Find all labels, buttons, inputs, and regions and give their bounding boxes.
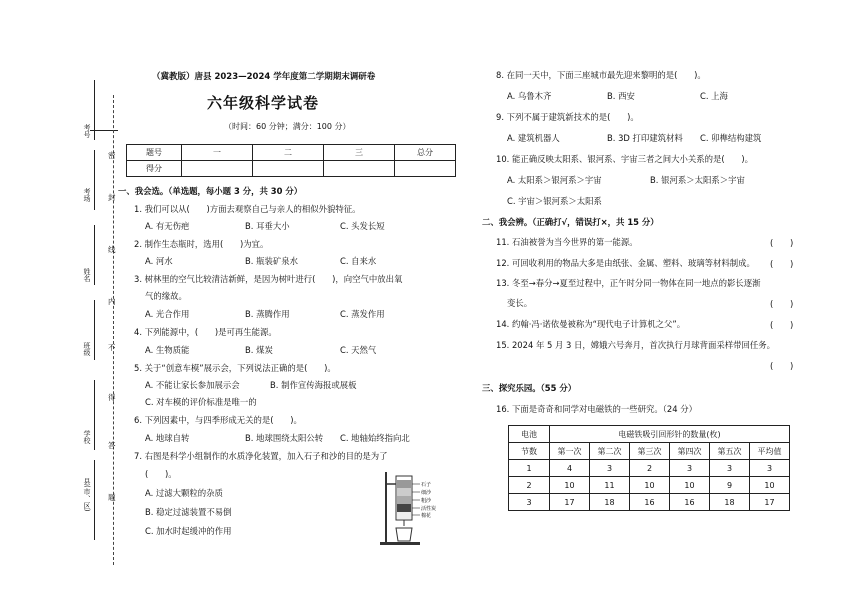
table-cell: 3 [509,494,550,511]
seal-char-bu: 不 [108,343,116,352]
score-cell[interactable] [324,161,395,177]
table-header-cell: 第五次 [710,443,750,460]
q4-option-c: C. 天然气 [340,345,377,355]
q9-option-b: B. 3D 打印建筑材料 [607,133,683,143]
q6-stem: 6. 下列因素中，与四季形成无关的是( )。 [134,415,302,425]
kaochang-label: 考场 [83,188,91,202]
fig-label: 粗沙 [421,498,432,504]
q3-stem: 3. 树林里的空气比较清洁新鲜，是因为树叶进行( )，向空气中放出氧 [134,274,403,284]
q7-option-c: C. 加水时起缓冲的作用 [145,526,232,536]
q16-stem: 16. 下面是奇奇和同学对电磁铁的一些研究。（24 分） [496,404,697,414]
q9-option-a: A. 建筑机器人 [507,133,560,143]
q3-option-a: A. 光合作用 [145,309,190,319]
layer-fine-sand [397,488,411,496]
table-cell: 10 [670,477,710,494]
q13-stem: 13. 冬至→春分→夏至过程中，正午时分同一物体在同一地点的影长逐渐 [496,278,761,288]
answer-paren[interactable]: ( ) [770,361,794,371]
layer-cotton [397,512,411,519]
table-cell: 2 [630,460,670,477]
table-cell: 3 [670,460,710,477]
q6-option-c: C. 地轴始终指向北 [340,433,410,443]
score-table-row [127,161,456,177]
q10-stem: 10. 能正确反映太阳系、银河系、宇宙三者之间大小关系的是( )。 [496,154,754,164]
xingming-label: 姓名 [83,268,91,282]
table-cell: 10 [750,477,790,494]
table-cell: 10 [550,477,590,494]
xingming-box-line [94,225,95,285]
electromagnet-table [508,425,790,511]
seal-char-feng: 封 [108,193,116,202]
layer-coarse-sand [397,496,411,504]
q6-option-b: B. 地球围绕太阳公转 [245,433,324,443]
q3-option-b: B. 蒸腾作用 [245,309,290,319]
q8-stem: 8. 在同一天中，下面三座城市最先迎来黎明的是( )。 [496,70,706,80]
fig-label: 活性炭 [421,506,437,512]
score-cell: 题号 [127,145,182,161]
score-cell: 总分 [395,145,456,161]
q4-option-b: B. 煤炭 [245,345,273,355]
score-table-row [127,145,456,161]
q9-option-c: C. 卯榫结构建筑 [700,133,762,143]
score-cell[interactable] [395,161,456,177]
layer-charcoal [397,504,411,512]
table-cell: 3 [590,460,630,477]
table-row [509,494,790,511]
section3-heading: 三、探究乐园。（55 分） [482,383,577,393]
q13-stem-cont: 变长。 [507,298,533,308]
table-cell: 4 [550,460,590,477]
table-header-cell: 第二次 [590,443,630,460]
q12-stem: 12. 可回收利用的物品大多是由纸张、金属、塑料、玻璃等材料制成。 [496,258,755,268]
fig-label: 石子 [421,482,432,488]
table-header-cell: 第一次 [550,443,590,460]
q2-stem: 2. 制作生态瓶时，选用( )为宜。 [134,239,269,249]
q4-option-a: A. 生物质能 [145,345,190,355]
table-header-cell: 平均值 [750,443,790,460]
water-filter-figure [378,470,450,546]
answer-paren[interactable]: ( ) [770,238,794,248]
score-cell[interactable] [253,161,324,177]
table-row [509,426,790,443]
banji-label: 班级 [83,342,91,356]
seal-char-da: 答 [108,441,116,450]
seal-char-nei: 内 [108,297,116,306]
table-group-header: 电磁铁吸引回形针的数量(枚) [550,426,790,443]
table-cell: 3 [750,460,790,477]
q7-paren: ( )。 [145,469,177,479]
score-cell: 二 [253,145,324,161]
section1-heading: 一、我会选。（单选题，每小题 3 分，共 30 分） [118,186,303,196]
q8-option-a: A. 乌鲁木齐 [507,91,552,101]
q9-stem: 9. 下列不属于建筑新技术的是( )。 [496,112,639,122]
exam-subtitle: （时间：60 分钟；满分：100 分） [224,122,351,131]
table-cell: 9 [710,477,750,494]
table-header-cell: 电池 [509,426,550,443]
table-row [509,443,790,460]
seal-char-mi: 密 [108,151,116,160]
xuexiao-box-line [94,380,95,450]
score-cell[interactable] [182,161,253,177]
table-cell: 18 [590,494,630,511]
section2-heading: 二、我会辨。（正确打√，错误打×，共 15 分） [482,217,659,227]
fig-label: 细沙 [421,490,432,496]
q7-stem: 7. 右图是科学小组制作的水质净化装置，加入石子和沙的目的是为了 [134,451,388,461]
table-row [509,477,790,494]
seal-char-ti: 题 [108,493,116,502]
q10-option-b: B. 银河系＞太阳系＞宇宙 [650,175,745,185]
layer-stones [397,480,411,488]
answer-paren[interactable]: ( ) [770,299,794,309]
q5-option-c: C. 对车模的评价标准是唯一的 [145,397,257,407]
q14-stem: 14. 约翰·冯·诺依曼被称为“现代电子计算机之父”。 [496,319,686,329]
q11-stem: 11. 石油被誉为当今世界的第一能源。 [496,237,638,247]
q1-stem: 1. 我们可以从( )方面去观察自己与亲人的相似外貌特征。 [134,204,361,214]
table-cell: 1 [509,460,550,477]
q2-option-c: C. 自来水 [340,256,377,266]
kaochang-box-line [94,150,95,210]
q8-option-b: B. 西安 [607,91,635,101]
kaohao-label: 考号 [83,124,91,138]
table-cell: 2 [509,477,550,494]
table-header-cell: 第四次 [670,443,710,460]
stand-base [380,542,420,545]
table-cell: 17 [750,494,790,511]
exam-title: 六年级科学试卷 [207,94,320,112]
q3-stem-cont: 气的缘故。 [145,291,187,301]
seal-char-de: 得 [108,393,116,402]
table-cell: 18 [710,494,750,511]
collection-beaker [396,528,412,541]
table-header-cell: 节数 [509,443,550,460]
q5-stem: 5. 关于“创意车模”展示会，下列说法正确的是( )。 [134,363,336,373]
q6-option-a: A. 地球自转 [145,433,190,443]
q7-option-a: A. 过滤大颗粒的杂质 [145,488,223,498]
q7-option-b: B. 稳定过滤装置不易倒 [145,507,232,517]
q4-stem: 4. 下列能源中，( )是可再生能源。 [134,327,277,337]
table-cell: 17 [550,494,590,511]
table-cell: 10 [630,477,670,494]
q3-option-c: C. 蒸发作用 [340,309,385,319]
q5-option-b: B. 制作宣传海报或展板 [270,380,357,390]
answer-paren[interactable]: ( ) [770,320,794,330]
seal-char-xian: 线 [108,245,116,254]
answer-paren[interactable]: ( ) [770,259,794,269]
table-header-cell: 第三次 [630,443,670,460]
q2-option-b: B. 瓶装矿泉水 [245,256,298,266]
table-cell: 11 [590,477,630,494]
banji-box-line [94,300,95,360]
table-cell: 3 [710,460,750,477]
score-cell: 三 [324,145,395,161]
q2-option-a: A. 河水 [145,256,173,266]
xuexiao-label: 学校 [83,430,91,444]
fig-label: 棉花 [421,513,432,519]
q10-option-c: C. 宇宙＞银河系＞太阳系 [507,196,602,206]
q1-option-c: C. 头发长短 [340,221,385,231]
table-row [509,460,790,477]
q1-option-b: B. 耳垂大小 [245,221,290,231]
q10-option-a: A. 太阳系＞银河系＞宇宙 [507,175,602,185]
score-table [126,144,456,177]
xian-label: 县(市、区) [83,478,91,512]
q15-stem: 15. 2024 年 5 月 3 日，嫦娥六号奔月，首次执行月球背面采样带回任务。 [496,340,776,350]
q8-option-c: C. 上海 [700,91,728,101]
table-cell: 16 [670,494,710,511]
q5-option-a: A. 不能让家长参加展示会 [145,380,240,390]
exam-source: （冀教版）唐县 2023—2024 学年度第二学期期末调研卷 [152,72,376,82]
score-cell: 一 [182,145,253,161]
score-cell: 得分 [127,161,182,177]
q1-option-a: A. 有无伤疤 [145,221,190,231]
xian-box-line [94,460,95,540]
table-cell: 16 [630,494,670,511]
kaohao-box-line [94,80,95,140]
